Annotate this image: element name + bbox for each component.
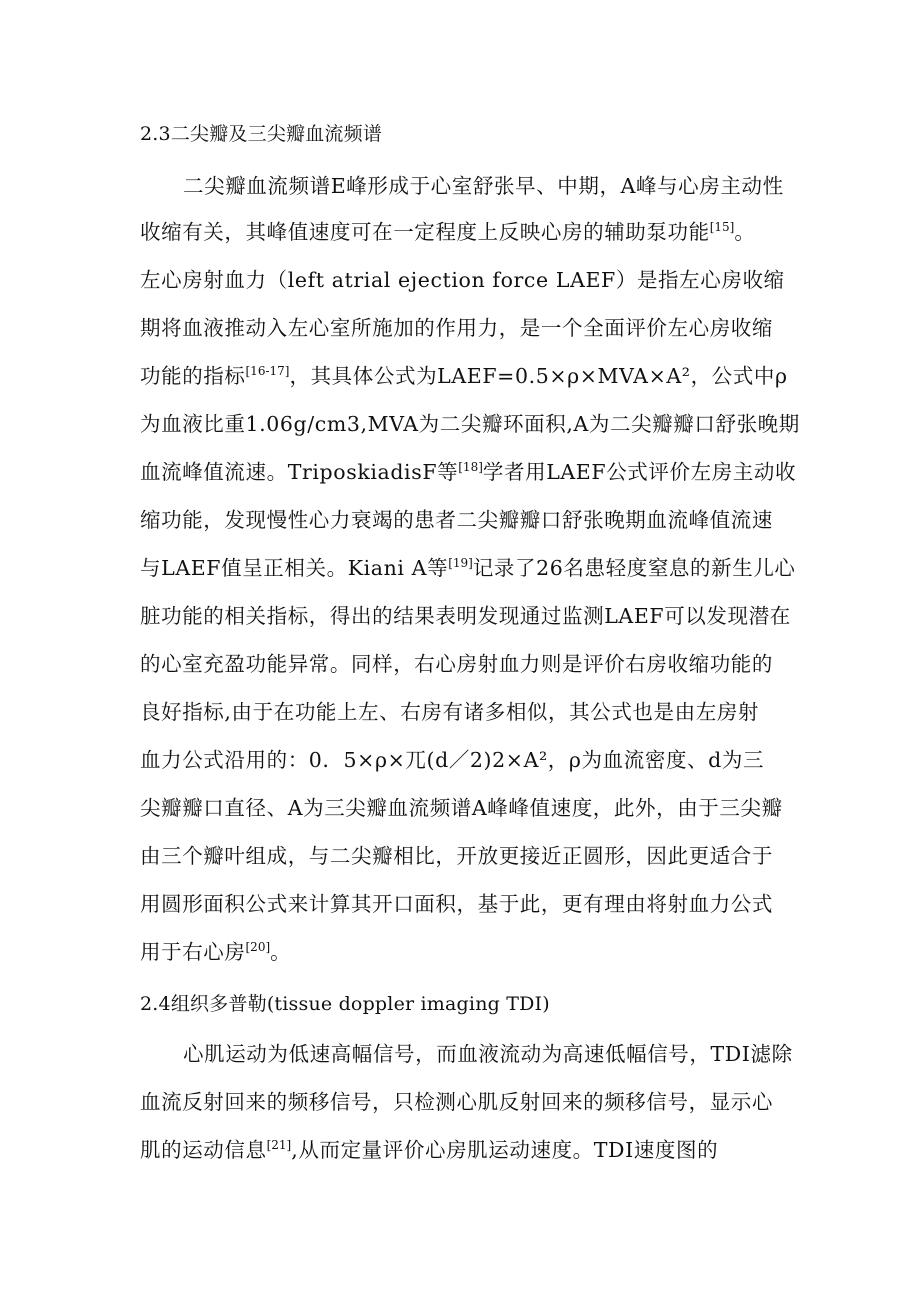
paragraph-line: 缩功能，发现慢性心力衰竭的患者二尖瓣瓣口舒张晚期血流峰值流速 [140,508,773,532]
text-segment: 肌的运动信息 [140,1138,267,1162]
paragraph-line: 心肌运动为低速高幅信号，而血液流动为高速低幅信号，TDI滤除 [183,1042,793,1066]
paragraph-line: 的心室充盈功能异常。同样，右心房射血力则是评价右房收缩功能的 [140,652,773,676]
paragraph-line [140,459,797,485]
citation-ref: [18] [458,460,483,474]
text-segment: ,从而定量评价心房肌运动速度。TDI速度图的 [291,1138,719,1162]
paragraph-line: 尖瓣瓣口直径、A为三尖瓣血流频谱A峰峰值速度，此外，由于三尖瓣 [140,796,783,820]
text-segment: 用于右心房 [140,940,246,964]
paragraph-line: 期将血液推动入左心室所施加的作用力，是一个全面评价左心房收缩 [140,316,773,340]
text-segment: ，其具体公式为LAEF=0.5×ρ×MVA×A²，公式中ρ [289,364,788,388]
paragraph-line: 良好指标,由于在功能上左、右房有诸多相似，其公式也是由左房射 [140,700,760,724]
paragraph-line: 二尖瓣血流频谱E峰形成于心室舒张早、中期，A峰与心房主动性 [183,174,784,198]
paragraph-line: 血流反射回来的频移信号，只检测心肌反射回来的频移信号，显示心 [140,1090,773,1114]
citation-ref: [20] [245,940,271,954]
text-segment: 功能的指标 [140,364,246,388]
paragraph-line: 由三个瓣叶组成，与二尖瓣相比，开放更接近正圆形，因此更适合于 [140,844,773,868]
paragraph-line: 用圆形面积公式来计算其开口面积，基于此，更有理由将射血力公式 [140,892,773,916]
citation-ref: [15] [709,220,735,234]
paragraph-line [140,555,796,581]
paragraph-line [140,219,780,245]
text-segment: 收缩有关，其峰值速度可在一定程度上反映心房的辅助泵功能 [140,220,710,244]
text-segment: 与LAEF值呈正相关。Kiani A等 [140,556,449,580]
section-heading-2-3: 2.3二尖瓣及三尖瓣血流频谱 [140,123,383,145]
paragraph-line: 血力公式沿用的：0．5×ρ×兀(d／2)2×A²，ρ为血流密度、d为三 [140,748,765,772]
paragraph-line: 为血液比重1.06g/cm3,MVA为二尖瓣环面积,A为二尖瓣瓣口舒张晚期 [140,412,800,436]
paragraph-line [140,363,788,389]
text-segment: 记录了26名患轻度窒息的新生儿心 [472,556,796,580]
citation-ref: [21] [266,1138,292,1152]
text-segment: 。 [270,940,292,964]
section-heading-2-4: 2.4组织多普勒(tissue doppler imaging TDI) [140,993,550,1015]
citation-ref: [19] [448,556,473,570]
citation-ref: [16-17] [245,364,290,378]
text-segment: 。 [734,220,756,244]
text-segment: 血流峰值流速。TriposkiadisF等 [140,460,459,484]
paragraph-line: 左心房射血力（left atrial ejection force LAEF）是指左心房收缩 [140,268,785,292]
paragraph-line: 脏功能的相关指标，得出的结果表明发现通过监测LAEF可以发现潜在 [140,604,791,628]
paragraph-line [140,1137,780,1163]
paragraph-line [140,939,780,965]
text-segment: 学者用LAEF公式评价左房主动收 [482,460,797,484]
